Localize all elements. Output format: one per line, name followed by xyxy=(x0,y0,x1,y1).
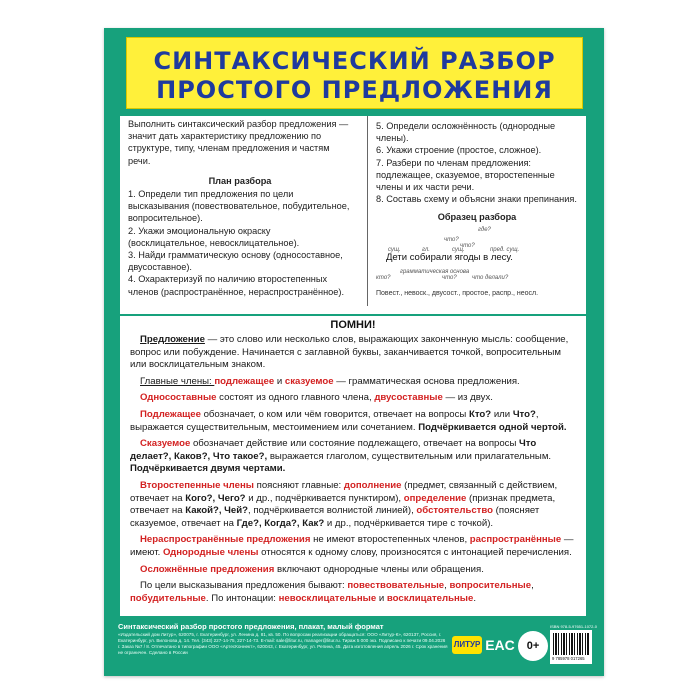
term-complicated: Осложнённые предложения xyxy=(140,563,275,575)
term-unextended: Нераспространённые предложения xyxy=(140,534,311,546)
term-extended: распространённые xyxy=(469,534,562,546)
memo-text-run: По цели высказывания предложения бывают: xyxy=(140,580,348,592)
term-narrative: повествовательные xyxy=(347,580,445,592)
memo-text-run: обозначает, о ком или чём говорится, отвечает на вопросы xyxy=(200,408,469,420)
memo-paragraph-complicated xyxy=(130,564,576,577)
memo-paragraph-sentence xyxy=(130,334,576,372)
plan-step: 4. Охарактеризуй по наличию второстепенных членов (распространённое, нераспространённое). xyxy=(128,274,344,297)
sample-question: что? xyxy=(460,242,475,249)
footer-imprint: «Издательский дом Литур», 620075, г. Екатеринбург, ул. Ленина д. 81, кв. 50. По вопросам реализации обращаться: ООО «Литур-К», 620137, Россия, г. Екатеринбург, ул. Вилонова д. 14. Тел. (343) 227-14-75, 227-14-73. E-mail: sale@litur.ru, manager@litur.ru. Тираж 5 000 экз. Подписано к печати 09.04.2026 г. Заказ №7 / 8. Отпечатано в типографии ООО «АртесКоннект», 620043, г. Екатеринбург, ул. Репина, 45. Дата изготовления апрель 2026 г. Срок хранения не ограничен. Сделано в России xyxy=(118,632,448,655)
memo-text-run: Кто? xyxy=(469,408,492,420)
memo-heading: ПОМНИ! xyxy=(330,319,376,331)
memo-text-run: и xyxy=(376,592,387,604)
plan-step: 2. Укажи эмоциональную окраску (восклицательное, невосклицательное). xyxy=(128,225,300,248)
memo-text-run: , xyxy=(531,580,534,592)
publisher-logo-icon: ЛИТУР xyxy=(452,636,482,654)
column-divider xyxy=(367,116,368,306)
memo-panel xyxy=(120,316,586,616)
memo-text-run: , xyxy=(444,580,450,592)
memo-text-run: Что делает?, Каков?, Что такое?, xyxy=(130,438,537,462)
term-predicate: Сказуемое xyxy=(140,438,191,450)
memo-text-run: или xyxy=(491,408,513,420)
term-non-exclamatory: невосклицательные xyxy=(278,592,377,604)
term-subject: подлежащее xyxy=(214,375,275,387)
plan-step: 1. Определи тип предложения по цели высказывания (повествовательное, побудительное, вопросительное). xyxy=(128,189,350,224)
sample-question: где? xyxy=(478,226,491,233)
term-one-part: Односоставные xyxy=(140,392,217,404)
memo-text-run: Подчёркивается двумя чертами. xyxy=(130,463,286,475)
memo-text-run: и xyxy=(274,375,285,387)
poster xyxy=(104,28,604,676)
sample-question: пред. сущ. xyxy=(490,246,520,253)
memo-text-run: — из двух. xyxy=(442,392,493,404)
sample-question: гл. xyxy=(422,246,430,253)
memo-paragraph-main-members xyxy=(130,376,576,389)
sample-question: кто? xyxy=(376,274,391,281)
barcode xyxy=(550,630,592,664)
term-imperative: побудительные xyxy=(130,592,206,604)
term-subject: Подлежащее xyxy=(140,408,201,420)
plan-step: 5. Определи осложнённость (однородные члены). xyxy=(376,121,556,144)
term-sentence: Предложение xyxy=(140,334,205,345)
plan-step: 8. Составь схему и объясни знаки препинания. xyxy=(376,194,577,205)
plan-step: 7. Разбери по членам предложения: подлежащее, сказуемое, второстепенные члены и их части речи. xyxy=(376,157,555,193)
memo-text-run: . xyxy=(473,592,476,604)
memo-text xyxy=(130,334,576,609)
term-homogeneous: Однородные члены xyxy=(162,546,259,558)
plan-step: 3. Найди грамматическую основу (односоставное, двусоставное). xyxy=(128,250,343,273)
memo-paragraph-predicate xyxy=(130,438,576,476)
memo-text-run: (предмет, связанный с действием, отвечает на xyxy=(130,479,558,504)
term-exclamatory: восклицательные xyxy=(386,592,474,604)
memo-paragraph-sostav xyxy=(130,392,576,405)
isbn-label: ISBN 978-5-97651-1072-0 xyxy=(550,624,597,629)
barcode-number: 9 785978 017265 xyxy=(552,656,585,661)
title-line-1: СИНТАКСИЧЕСКИЙ РАЗБОР xyxy=(153,47,556,75)
memo-text-run: — имеют. xyxy=(130,534,574,558)
sample-characteristics: Повест., невоск., двусост., простое, распр., неосл. xyxy=(376,289,539,297)
plan-right-column xyxy=(376,120,578,297)
memo-text-run: , подчёркивается волнистой линией), xyxy=(248,505,417,517)
memo-text-run: включают однородные члены или обращения. xyxy=(274,563,484,575)
plan-step: 6. Укажи строение (простое, сложное). xyxy=(376,145,542,156)
sample-question: что? xyxy=(444,236,459,243)
sample-analysis xyxy=(376,224,578,297)
sample-question: что делали? xyxy=(472,274,509,281)
sample-question: что? xyxy=(442,274,457,281)
memo-text-run: Какой?, Чей? xyxy=(185,505,249,517)
memo-text-run: не имеют второстепенных членов, xyxy=(310,534,470,546)
sample-heading: Образец разбора xyxy=(437,212,517,223)
memo-text-run: Главные члены: xyxy=(140,375,215,387)
term-attribute: определение xyxy=(403,492,467,504)
memo-text-run: состоят из одного главного члена, xyxy=(216,392,375,404)
term-secondary: Второстепенные члены xyxy=(140,479,254,491)
memo-text-run: (признак предмета, отвечает на xyxy=(130,492,556,517)
memo-text-run: Кого?, Чего? xyxy=(185,492,246,504)
term-interrogative: вопросительные xyxy=(449,580,532,592)
age-rating-badge: 0+ xyxy=(518,631,548,661)
memo-text-run: Подчёркивается одной чертой. xyxy=(418,421,567,433)
memo-text-run: и др., подчёркивается тире с точкой). xyxy=(324,517,494,529)
memo-paragraph-subject xyxy=(130,409,576,434)
memo-text-run: и др., подчёркивается пунктиром), xyxy=(245,492,404,504)
memo-text-run: Где?, Когда?, Как? xyxy=(236,517,325,529)
footer-title: Синтаксический разбор простого предложения, плакат, малый формат xyxy=(118,622,384,631)
memo-text-run: выражается глаголом, существительным или прилагательным. xyxy=(267,450,552,462)
memo-text-run: , выражается существительным, местоимением или сочетанием. xyxy=(130,408,539,433)
plan-panel xyxy=(120,116,586,314)
term-two-part: двусоставные xyxy=(374,392,443,404)
memo-text-run: — грамматическая основа предложения. xyxy=(333,375,520,387)
term-object: дополнение xyxy=(343,479,402,491)
barcode-icon xyxy=(553,633,589,655)
plan-left-column xyxy=(128,118,352,298)
title-line-2: ПРОСТОГО ПРЕДЛОЖЕНИЯ xyxy=(156,76,553,104)
title-banner xyxy=(126,37,583,109)
sample-question: грамматическая основа xyxy=(400,268,470,275)
memo-paragraph-extended xyxy=(130,534,576,559)
plan-heading: План разбора xyxy=(208,175,272,186)
memo-text-run: поясняют главные: xyxy=(253,479,344,491)
sample-question: сущ. xyxy=(388,246,401,253)
memo-text-run: относятся к одному слову, произносятся с интонацией перечисления. xyxy=(258,546,572,558)
memo-text-run: (поясняет сказуемое, отвечает на xyxy=(130,505,540,529)
memo-paragraph-purpose xyxy=(130,580,576,605)
memo-text-run: Что? xyxy=(512,408,536,420)
sample-question: сущ. xyxy=(452,246,465,253)
memo-text-run: обозначает действие или состояние подлежащего, отвечает на вопросы xyxy=(190,438,520,450)
footer xyxy=(104,620,604,676)
memo-text-run: . По интонации: xyxy=(205,592,279,604)
term-adverbial: обстоятельство xyxy=(416,505,494,517)
term-predicate: сказуемое xyxy=(284,375,334,387)
memo-paragraph-secondary xyxy=(130,480,576,530)
sample-sentence: Дети собирали ягоды в лесу. xyxy=(386,251,513,263)
plan-intro: Выполнить синтаксический разбор предложения — значит дать характеристику предложению по структуре, типу, членам предложения и частям речи. xyxy=(128,119,349,166)
memo-text-run: — это слово или несколько слов, выражающих законченную мысль: сообщение, вопрос или побуждение. Начинается с заглавной буквы, заканчивается точкой, вопросительным или восклицательным знаком. xyxy=(130,334,569,371)
eac-mark-icon: EAC xyxy=(485,637,515,653)
